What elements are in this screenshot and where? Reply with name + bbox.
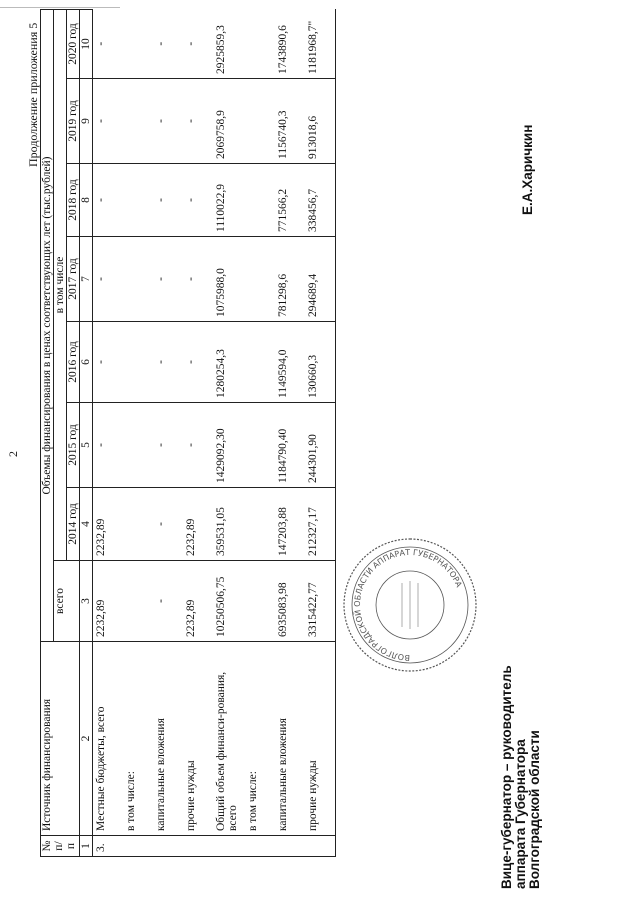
signature-title-line: Волгоградской области — [527, 730, 542, 889]
header-year: 2015 год — [67, 403, 80, 488]
header-year: 2014 год — [67, 488, 80, 561]
table-cell — [123, 403, 153, 488]
table-cell: 1149594,0 — [275, 322, 305, 403]
header-num: № п/п — [41, 836, 80, 857]
col-index: 1 — [80, 836, 93, 857]
table-cell: - — [93, 79, 124, 164]
table-cell — [245, 488, 275, 561]
table-cell: - — [93, 164, 124, 237]
table-row — [93, 10, 124, 857]
table-row — [183, 10, 213, 857]
table-cell: 1429092,30 — [213, 403, 245, 488]
table-cell — [245, 237, 275, 322]
table-cell: 2232,89 — [183, 561, 213, 642]
table-row — [275, 10, 305, 857]
row-number — [183, 836, 213, 857]
table-cell: - — [153, 164, 183, 237]
table-cell: - — [153, 10, 183, 79]
col-index: 9 — [80, 79, 93, 164]
svg-text:ВОЛГОГРАДСКОЙ ОБЛАСТИ АППАРАТ: ВОЛГОГРАДСКОЙ ОБЛАСТИ АППАРАТ ГУБЕРНАТОРА — [352, 547, 464, 663]
table-body — [93, 10, 336, 857]
table-row — [213, 10, 245, 857]
table-cell: 147203,88 — [275, 488, 305, 561]
col-index: 6 — [80, 322, 93, 403]
header-year: 2016 год — [67, 322, 80, 403]
row-label: прочие нужды — [183, 642, 213, 836]
table-cell: - — [183, 322, 213, 403]
table-cell: 1181968,7" — [305, 10, 336, 79]
official-seal — [340, 535, 480, 675]
table-cell: - — [183, 79, 213, 164]
header-in-that: в том числе — [54, 10, 67, 561]
table-cell: 2232,89 — [183, 488, 213, 561]
table-cell: - — [183, 164, 213, 237]
col-index: 5 — [80, 403, 93, 488]
table-cell: - — [183, 10, 213, 79]
table-cell: 3315422,77 — [305, 561, 336, 642]
table-cell: 1184790,40 — [275, 403, 305, 488]
table-cell: - — [183, 403, 213, 488]
header-group-title: Объемы финансирования в ценах соответствующих лет (тыс.рублей) — [41, 10, 54, 642]
table-cell — [123, 322, 153, 403]
edge-line — [0, 7, 120, 8]
table-cell: - — [153, 488, 183, 561]
table-cell — [245, 164, 275, 237]
table-cell: 2925859,3 — [213, 10, 245, 79]
financing-table — [40, 9, 336, 857]
col-index: 2 — [80, 642, 93, 836]
row-label: капитальные вложения — [153, 642, 183, 836]
table-cell: 338456,7 — [305, 164, 336, 237]
table-cell: 359531,05 — [213, 488, 245, 561]
table-cell — [123, 10, 153, 79]
row-number — [123, 836, 153, 857]
table-cell — [123, 79, 153, 164]
table-row — [305, 10, 336, 857]
row-label: в том числе: — [123, 642, 153, 836]
row-number — [245, 836, 275, 857]
table-cell: - — [153, 322, 183, 403]
col-index: 3 — [80, 561, 93, 642]
table-cell: 1743890,6 — [275, 10, 305, 79]
row-number — [213, 836, 245, 857]
col-index: 8 — [80, 164, 93, 237]
table-cell: - — [153, 237, 183, 322]
col-index: 4 — [80, 488, 93, 561]
table-cell — [123, 164, 153, 237]
col-index: 10 — [80, 10, 93, 79]
row-number — [305, 836, 336, 857]
table-cell: - — [183, 237, 213, 322]
header-year: 2018 год — [67, 164, 80, 237]
table-cell: - — [93, 237, 124, 322]
col-index: 7 — [80, 237, 93, 322]
continuation-note: Продолжение приложения 5 — [26, 22, 40, 167]
table-row — [245, 10, 275, 857]
table-cell — [123, 561, 153, 642]
table-cell — [245, 10, 275, 79]
table-cell: 244301,90 — [305, 403, 336, 488]
header-year: 2020 год — [67, 10, 80, 79]
header-source: Источник финансирования — [41, 642, 80, 836]
table-cell — [123, 237, 153, 322]
row-number — [275, 836, 305, 857]
table-cell — [123, 488, 153, 561]
row-number — [153, 836, 183, 857]
table-cell: - — [153, 79, 183, 164]
table-cell: - — [93, 10, 124, 79]
table-row — [123, 10, 153, 857]
page-number: 2 — [6, 451, 20, 457]
table-cell: 1280254,3 — [213, 322, 245, 403]
row-number: 3. — [93, 836, 124, 857]
table-cell: - — [93, 403, 124, 488]
table-cell: 10250506,75 — [213, 561, 245, 642]
table-cell: 1110022,9 — [213, 164, 245, 237]
row-label: в том числе: — [245, 642, 275, 836]
table-cell: 913018,6 — [305, 79, 336, 164]
table-cell: 781298,6 — [275, 237, 305, 322]
table-cell: 130660,3 — [305, 322, 336, 403]
row-label: капитальные вложения — [275, 642, 305, 836]
table-cell: 6935083,98 — [275, 561, 305, 642]
table-cell — [245, 322, 275, 403]
row-label: Общий объем финанси-рования, всего — [213, 642, 245, 836]
table-cell: - — [153, 561, 183, 642]
table-cell — [245, 561, 275, 642]
table-cell: 294689,4 — [305, 237, 336, 322]
table-cell — [245, 79, 275, 164]
row-label: прочие нужды — [305, 642, 336, 836]
signature-block — [500, 665, 542, 889]
row-label: Местные бюджеты, всего — [93, 642, 124, 836]
table-cell: 2069758,9 — [213, 79, 245, 164]
header-year: 2017 год — [67, 237, 80, 322]
table-row — [153, 10, 183, 857]
table-cell: - — [93, 322, 124, 403]
signature-title-line: Вице-губернатор – руководитель — [499, 665, 514, 889]
header-total: всего — [54, 561, 80, 642]
header-year: 2019 год — [67, 79, 80, 164]
signature-title-line: аппарата Губернатора — [513, 739, 528, 889]
table-cell: 2232,89 — [93, 488, 124, 561]
table-cell: 771566,2 — [275, 164, 305, 237]
table-cell: 1075988,0 — [213, 237, 245, 322]
table-cell: 1156740,3 — [275, 79, 305, 164]
signatory-name: Е.А.Харичкин — [520, 124, 535, 215]
table-cell: - — [153, 403, 183, 488]
table-cell — [245, 403, 275, 488]
table-cell: 2232,89 — [93, 561, 124, 642]
table-cell: 212327,17 — [305, 488, 336, 561]
